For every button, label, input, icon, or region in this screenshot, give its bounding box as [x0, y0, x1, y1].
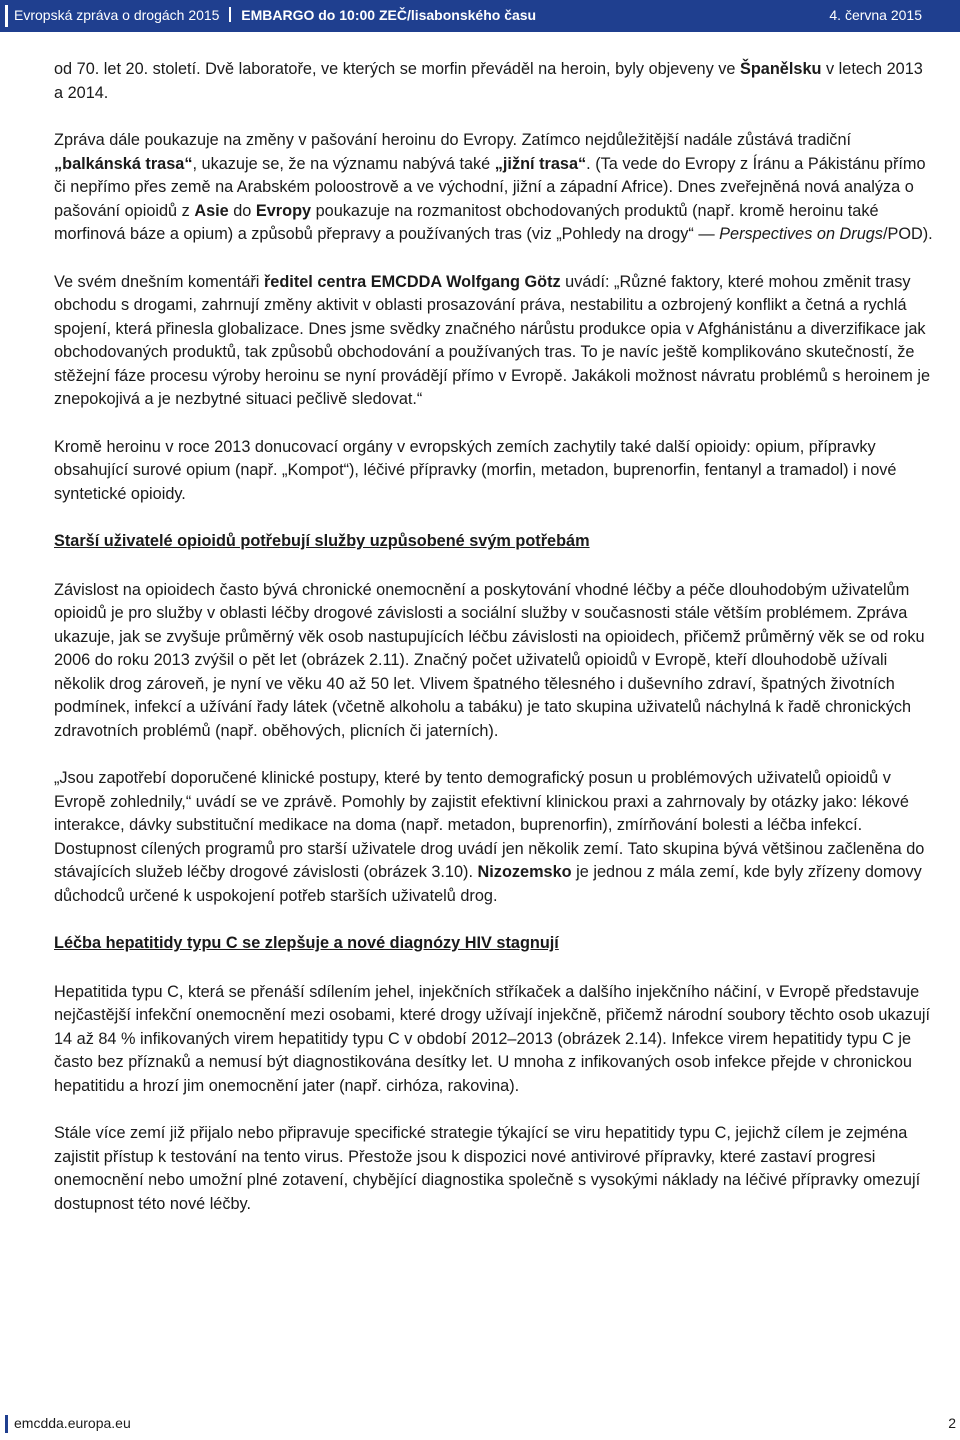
- footer-url[interactable]: emcdda.europa.eu: [14, 1415, 131, 1431]
- text-run: „Jsou zapotřebí doporučené klinické postupy, které by tento demografický posun u problémových uživatelů opioidů v Evropě zohlednily,“ uvádí se ve zprávě. Pomohly by zajistit efektivní klinickou praxi a zahrnovaly by otázky jako: lékové interakce, dávky substituční medikace na doma (např. metadon, buprenorfin), zmírňování bolesti a léčba infekcí. Dostupnost cílených programů pro starší uživatele drog uvádí jen několik zemí. Tato skupina bývá většinou začleněna do stávajících služeb léčby drogové závislosti (obrázek 3.10).: [54, 769, 925, 881]
- bold-text: „balkánská trasa“: [54, 154, 193, 173]
- paragraph: [54, 767, 934, 908]
- bold-text: „jižní trasa“: [494, 154, 587, 173]
- paragraph: [54, 579, 934, 744]
- paragraph: [54, 271, 934, 412]
- release-date: 4. června 2015: [829, 7, 922, 23]
- header-marker: [5, 5, 8, 27]
- paragraph: [54, 436, 934, 507]
- section-heading: Léčba hepatitidy typu C se zlepšuje a nové diagnózy HIV stagnují: [54, 934, 559, 952]
- italic-text: Perspectives on Drugs: [719, 225, 883, 243]
- text-run: poukazuje na rozmanitost obchodovaných produktů (např. kromě heroinu také morfinová báze a opium) a způsobů přepravy a používaných tras (viz „Pohledy na drogy“ —: [54, 201, 879, 243]
- bold-text: ředitel centra EMCDDA Wolfgang Götz: [263, 272, 561, 291]
- text-run: /POD).: [882, 225, 933, 243]
- paragraph: [54, 981, 934, 1099]
- text-run: Ve svém dnešním komentáři: [54, 272, 264, 291]
- page-number: 2: [948, 1415, 956, 1431]
- bold-text: Nizozemsko: [477, 863, 572, 881]
- bold-text: Asie: [194, 201, 229, 220]
- text-run: Stále více zemí již přijalo nebo připravuje specifické strategie týkající se viru hepatitidy typu C, jejichž cílem je zejména zajistit přístup k testování na tento virus. Přestože jsou k dispozici nové antivirové přípravky, které zastaví progresi onemocnění nebo umožní plné zotavení, chybějící diagnostika společně s vysokými náklady na léčivé přípravky omezují dostupnost této nové léčby.: [54, 1124, 921, 1213]
- paragraph: [54, 129, 934, 247]
- text-run: Kromě heroinu v roce 2013 donucovací orgány v evropských zemích zachytily také další opioidy: opium, přípravky obsahující surové opium (např. „Kompot“), léčivé přípravky (morfin, metadon, buprenorfin, fentanyl a tramadol) i nové syntetické opioidy.: [54, 437, 897, 503]
- footer: [0, 1412, 960, 1434]
- embargo-notice: EMBARGO do 10:00 ZEČ/lisabonského času: [241, 7, 537, 23]
- paragraph: [54, 58, 934, 105]
- header-bar: [0, 0, 960, 32]
- header-separator: [229, 7, 231, 22]
- section-heading: Starší uživatelé opioidů potřebují služby uzpůsobené svým potřebám: [54, 532, 590, 550]
- footer-marker: [5, 1415, 8, 1433]
- text-run: v letech 2013 a 2014.: [54, 60, 923, 102]
- text-run: , ukazuje se, že na významu nabývá také: [192, 154, 495, 173]
- text-run: je jednou z mála zemí, kde byly zřízeny domovy důchodců určené k uspokojení potřeb starších uživatelů drog.: [54, 863, 922, 905]
- bold-text: Evropy: [255, 201, 312, 220]
- report-title: Evropská zpráva o drogách 2015: [14, 7, 220, 23]
- text-run: Hepatitida typu C, která se přenáší sdílením jehel, injekčních stříkaček a dalšího injekčního náčiní, v Evropě představuje nejčastější infekční onemocnění mezi osobami, které drogy užívají injekčně, přičemž národní soubory těchto osob ukazují 14 až 84 % infikovaných virem hepatitidy typu C v období 2012–2013 (obrázek 2.14). Infekce virem hepatitidy typu C je často bez příznaků a nemusí být diagnostikována desítky let. U mnoha z infikovaných osob infekce přejde v chronickou hepatitidu a hrozí jim onemocnění jater (např. cirhóza, rakovina).: [54, 982, 931, 1095]
- article-body: [54, 58, 934, 1240]
- text-run: do: [228, 201, 256, 220]
- text-run: . (Ta vede do Evropy z Íránu a Pákistánu přímo či nepřímo přes země na Arabském poloostrově a ve východní, jižní a západní Africe). Dnes zveřejněná nová analýza o pašování opioidů z: [54, 154, 926, 220]
- bold-text: Španělsku: [740, 60, 822, 78]
- text-run: od 70. let 20. století. Dvě laboratoře, ve kterých se morfin převáděl na heroin, byly objeveny ve: [54, 60, 740, 78]
- text-run: Zpráva dále poukazuje na změny v pašování heroinu do Evropy. Zatímco nejdůležitější nadále zůstává tradiční: [54, 131, 852, 149]
- header-left: [14, 7, 536, 23]
- text-run: Závislost na opioidech často bývá chronické onemocnění a poskytování vhodné léčby a péče dlouhodobým uživatelům opioidů je pro služby v oblasti léčby drogové závislosti a sociální služby v současnosti stále větším problémem. Zpráva ukazuje, jak se zvyšuje průměrný věk osob nastupujících léčbu závislosti na opioidech, přičemž průměrný věk se od roku 2006 do roku 2013 zvýšil o pět let (obrázek 2.11). Značný počet uživatelů opioidů v Evropě, kteří dlouhodobě užívali několik drog zároveň, je nyní ve věku 40 až 50 let. Vlivem špatného tělesného i duševního zdraví, špatných životních podmínek, infekcí a užívání řady látek (včetně alkoholu a tabáku) je tato skupina uživatelů náchylná k řadě chronických zdravotních problémů (např. oběhových, plicních či jaterních).: [54, 580, 925, 740]
- paragraph: [54, 1122, 934, 1216]
- text-run: uvádí: „Různé faktory, které mohou změnit trasy obchodu s drogami, zahrnují změny aktivit v oblasti prosazování práva, nestabilitu a ozbrojený konflikt a četná a rychlá spojení, která přinesla globalizace. Dnes jsme svědky značného nárůstu produkce opia v Afghánistánu a diverzifikace jak obchodovaných produktů, tak způsobů obchodování a používaných tras. To je navíc ještě komplikováno skutečností, že stěžejní fáze procesu výroby heroinu se nyní provádějí přímo v Evropě. Jakákoli možnost návratu problémů s heroinem je znepokojivá a je nezbytné situaci pečlivě sledovat.“: [54, 272, 931, 408]
